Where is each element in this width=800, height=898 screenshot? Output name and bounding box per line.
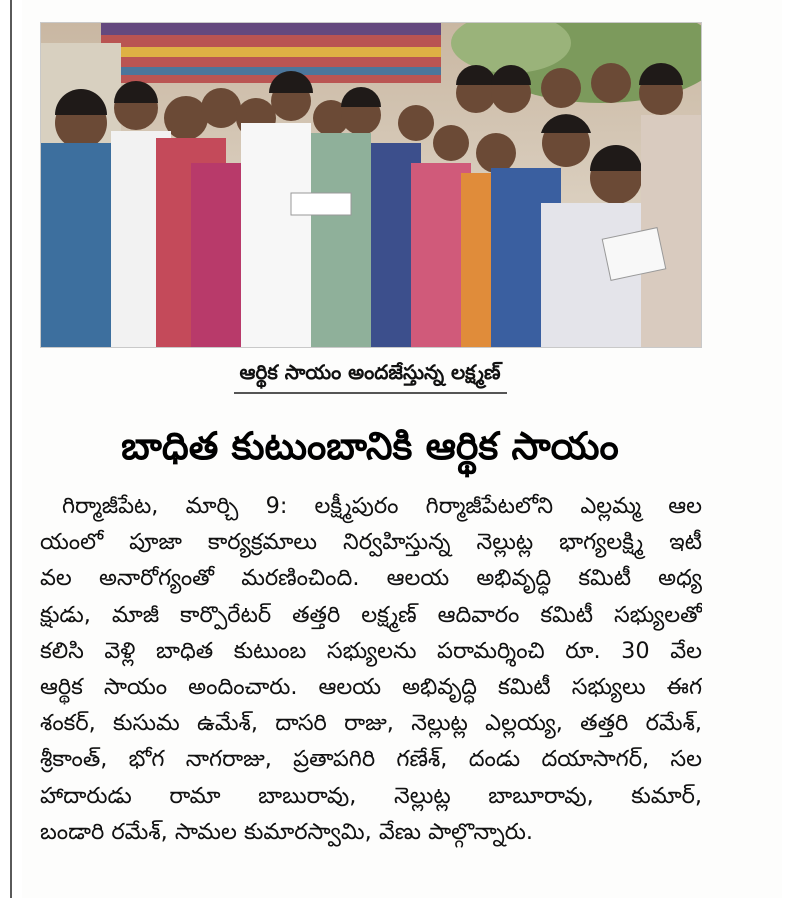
article-body — [40, 488, 702, 850]
body-line: శంకర్, కుసుమ ఉమేశ్, దాసరి రాజు, నెల్లుట్ల ఎల్లయ్య, తత్తరి రమేశ్, — [40, 710, 702, 737]
body-line: వల అనారోగ్యంతో మరణించింది. ఆలయ అభివృద్ధి కమిటీ అధ్య — [40, 565, 702, 592]
news-photo — [40, 22, 702, 348]
body-line: క్షుడు, మాజీ కార్పొరేటర్ తత్తరి లక్ష్మణ్ ఆదివారం కమిటీ సభ్యులతో — [40, 601, 702, 628]
body-line: కలిసి వెళ్లి బాధిత కుటుంబ సభ్యులను పరామర్శించి రూ. 30 వేల — [40, 637, 702, 664]
body-line: హాదారుడు రామా బాబురావు, నెల్లుట్ల బాబూరావు, కుమార్, — [40, 782, 702, 809]
body-line: గిర్మాజీపేట, మార్చి 9: లక్ష్మీపురం గిర్మాజీపేటలోని ఎల్లమ్మ ఆల — [62, 493, 702, 519]
column-rule — [10, 0, 12, 898]
article-headline: బాధిత కుటుంబానికి ఆర్థిక సాయం — [121, 424, 619, 468]
body-line: ఆర్థిక సాయం అందించారు. ఆలయ అభివృద్ధి కమిటీ సభ్యులు ఈగ — [40, 673, 702, 700]
photo-caption-wrap — [140, 354, 600, 398]
body-line: శ్రీకాంత్, భోగ నాగరాజు, ప్రతాపగిరి గణేశ్, దండు దయాసాగర్, సల — [40, 746, 702, 773]
photo-caption: ఆర్థిక సాయం అందజేస్తున్న లక్ష్మణ్ — [234, 354, 507, 394]
body-line: యంలో పూజా కార్యక్రమాలు నిర్వహిస్తున్న నెల్లుట్ల భాగ్యలక్ష్మి ఇటీ — [40, 529, 702, 556]
body-line: బండారి రమేశ్, సామల కుమారస్వామి, వేణు పాల్గొన్నారు. — [40, 818, 533, 845]
